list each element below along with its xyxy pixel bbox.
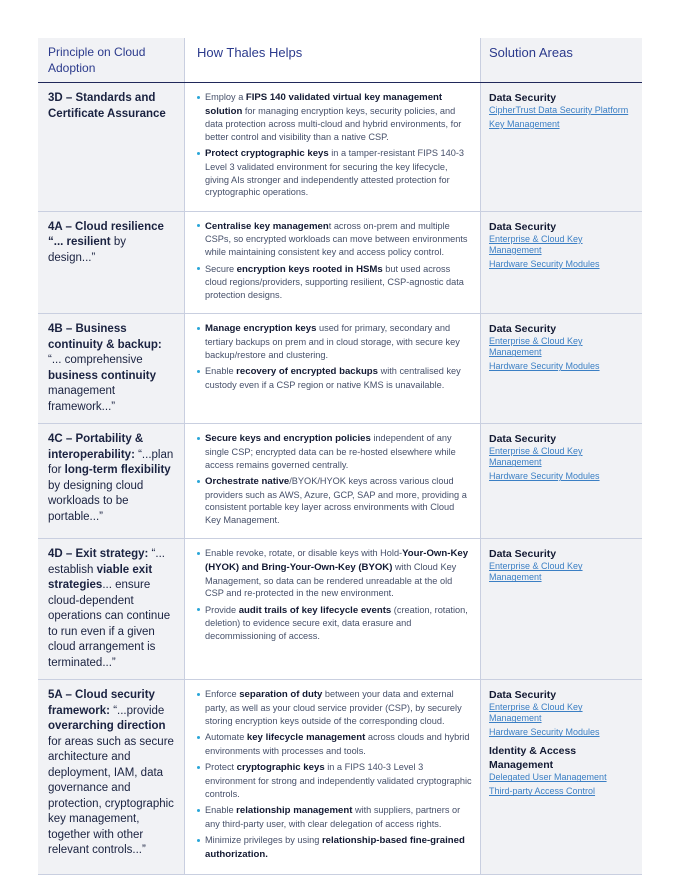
bullet-run: Your-Own-Key (HYOK) and Bring-Your-Own-Key (BYOK) xyxy=(205,548,469,574)
bullet-run: Enable revoke, rotate, or disable keys with Hold- xyxy=(205,548,403,559)
bullet-run: separation of duty xyxy=(239,689,323,701)
bullet-run: audit trails of key lifecycle events xyxy=(238,604,392,616)
bullet-run: encryption keys rooted in HSMs xyxy=(236,263,383,275)
principle-run: “... establish xyxy=(48,548,165,576)
principle-run: ... ensure cloud-dependent operations can continue to run even if a given cloud arrangement is terminated...” xyxy=(48,579,171,669)
solution-area-block xyxy=(489,744,636,797)
bullet-run: with centralised key custody even if a CSP region or native KMS is unavailable. xyxy=(205,366,461,390)
header-principle: Principle on Cloud Adoption xyxy=(38,38,184,82)
how-thales-helps-cell xyxy=(184,424,481,538)
list-item xyxy=(197,365,472,391)
solution-area-title: Data Security xyxy=(489,548,557,561)
bullet-run: relationship management xyxy=(236,805,353,817)
list-item xyxy=(197,834,472,861)
solution-area-block xyxy=(489,220,636,270)
principle-cell xyxy=(38,424,184,538)
solution-link[interactable]: Third-party Access Control xyxy=(489,786,596,797)
solution-areas-cell xyxy=(481,314,642,423)
principle-run: 4B – Business continuity & backup: xyxy=(48,323,162,351)
principle-run: business continuity xyxy=(48,369,156,382)
bullet-run: but used across cloud regions/providers, supporting resilient, CSP-agnostic data protection designs. xyxy=(205,263,464,300)
solution-area-title: Data Security xyxy=(489,689,557,702)
bullet-run: key lifecycle management xyxy=(246,732,366,744)
bullet-run: relationship-based fine-grained authorization. xyxy=(205,835,465,860)
bullet-run: Enable xyxy=(205,805,237,816)
principle-run: 4A – Cloud resilience “... resilient xyxy=(48,220,164,249)
principle-cell xyxy=(38,314,184,423)
bullet-run: Minimize privileges by using xyxy=(205,835,322,846)
principle-run: long-term flexibility xyxy=(64,464,171,477)
bullet-run: between your data and external party, as well as your cloud service provider (CSP), by securely storing encryption keys outside of the corresponding cloud. xyxy=(205,689,462,726)
bullet-list xyxy=(197,322,472,391)
table-row xyxy=(38,680,642,874)
table-row xyxy=(38,539,642,680)
solution-areas-cell xyxy=(481,83,642,211)
bullet-run: Enforce xyxy=(205,689,240,700)
principle-cell xyxy=(38,83,184,211)
bullet-run: FIPS 140 validated virtual key management solution xyxy=(205,92,443,117)
solution-area-title: Identity & Access Management xyxy=(489,745,577,772)
solution-area-title: Data Security xyxy=(489,433,557,446)
principle-run: 4C – Portability & interoperability: xyxy=(48,433,144,461)
bullet-run: used for primary, secondary and tertiary backups on prem and in cloud storage, with secure key backup/restore and clustering. xyxy=(205,323,460,360)
principle-run: 5A – Cloud security framework: xyxy=(48,689,155,717)
solution-link[interactable]: Hardware Security Modules xyxy=(489,258,600,269)
principle-run: 4D – Exit strategy: xyxy=(48,548,149,561)
bullet-run: with suppliers, partners or any third-party user, with clear delegation of access rights. xyxy=(205,805,461,829)
bullet-run: in a FIPS 140-3 Level 3 environment for strong and independently validated cryptographic controls. xyxy=(205,762,472,799)
list-item xyxy=(197,475,472,526)
table-header-row xyxy=(38,38,642,83)
solution-link[interactable]: Key Management xyxy=(489,119,560,129)
solution-areas-cell xyxy=(481,680,642,873)
bullet-run: t across on-prem and multiple CSPs, so encrypted workloads can move between environments while maintaining consistent key and access policy control. xyxy=(205,220,468,257)
principle-run: management framework...” xyxy=(48,385,116,413)
bullet-run: (creation, rotation, deletion) to evidence secure exit, data erasure and decommissioning of access. xyxy=(205,604,468,642)
solution-link[interactable]: Hardware Security Modules xyxy=(489,361,600,372)
bullet-run: for managing encryption keys, security policies, and data protection across multi-cloud and hybrid environments, for better control and visibility than a native CSP. xyxy=(205,105,462,142)
principle-run: for areas such as secure architecture and deployment, IAM, data governance and protection, cryptographic key management, together with other relevant controls...” xyxy=(48,735,174,857)
how-thales-helps-cell xyxy=(184,314,481,423)
bullet-run: Centralise key managemen xyxy=(205,220,329,232)
how-thales-helps-cell xyxy=(184,680,481,873)
bullet-list xyxy=(197,432,472,526)
principle-run: by design...” xyxy=(48,236,126,264)
bullet-run: Protect xyxy=(205,762,237,773)
solution-link[interactable]: Hardware Security Modules xyxy=(489,471,600,482)
bullet-list xyxy=(197,688,472,861)
solution-area-block xyxy=(489,547,636,583)
list-item xyxy=(197,220,472,259)
solution-link[interactable]: CipherTrust Data Security Platform xyxy=(489,105,629,115)
solution-areas-cell xyxy=(481,212,642,314)
solution-areas-cell xyxy=(481,539,642,679)
principle-cell xyxy=(38,212,184,314)
solution-area-title: Data Security xyxy=(489,92,557,104)
solution-link[interactable]: Enterprise & Cloud Key Management xyxy=(489,446,583,468)
principle-run: “...provide xyxy=(110,704,165,717)
list-item xyxy=(197,263,472,302)
principle-run: “... comprehensive xyxy=(48,354,143,367)
list-item xyxy=(197,761,472,800)
how-thales-helps-cell xyxy=(184,212,481,314)
list-item xyxy=(197,688,472,727)
solution-area-block xyxy=(489,688,636,738)
principle-cell xyxy=(38,680,184,873)
principle-run: viable exit strategies xyxy=(48,563,153,592)
bullet-list xyxy=(197,220,472,302)
bullet-run: in a tamper-resistant FIPS 140-3 Level 3 validated environment for securing the key lifecycle, giving AIs stronger and independently attested protection for cryptographic operations. xyxy=(205,148,465,198)
solution-link[interactable]: Enterprise & Cloud Key Management xyxy=(489,561,583,583)
solution-areas-cell xyxy=(481,424,642,538)
how-thales-helps-cell xyxy=(184,539,481,679)
bullet-run: recovery of encrypted backups xyxy=(236,366,379,378)
solution-link[interactable]: Enterprise & Cloud Key Management xyxy=(489,702,583,724)
list-item xyxy=(197,147,472,198)
solution-area-block xyxy=(489,91,636,130)
list-item xyxy=(197,804,472,830)
bullet-list xyxy=(197,91,472,199)
bullet-run: Provide xyxy=(205,604,239,615)
solution-area-block xyxy=(489,322,636,372)
principle-cell xyxy=(38,539,184,679)
list-item xyxy=(197,731,472,757)
solution-area-title: Data Security xyxy=(489,323,557,336)
bullet-run: Protect cryptographic keys xyxy=(205,148,329,160)
how-thales-helps-cell xyxy=(184,83,481,211)
bullet-run: Orchestrate native xyxy=(205,476,290,488)
bullet-run: Manage encryption keys xyxy=(205,323,317,335)
bullet-list xyxy=(197,547,472,642)
table-body xyxy=(38,83,642,875)
bullet-run: cryptographic keys xyxy=(236,762,325,774)
principle-run: “...plan for xyxy=(48,448,174,477)
list-item xyxy=(197,91,472,143)
solution-area-block xyxy=(489,432,636,482)
header-how-thales-helps: How Thales Helps xyxy=(184,38,481,82)
solution-link[interactable]: Enterprise & Cloud Key Management xyxy=(489,233,583,255)
list-item xyxy=(197,604,472,643)
bullet-run: independent of any single CSP; encrypted data can be re-hosted elsewhere while access remains governed centrally. xyxy=(205,433,456,470)
solution-link[interactable]: Enterprise & Cloud Key Management xyxy=(489,336,583,358)
table-row xyxy=(38,424,642,539)
table-row xyxy=(38,212,642,315)
bullet-run: with Cloud Key Management, so data can be rendered unreadable at the old CSP and re-protected in the new environment. xyxy=(205,562,457,599)
bullet-run: across clouds and hybrid environments with processes and tools. xyxy=(205,732,470,756)
principle-run: by designing cloud workloads to be portable...” xyxy=(48,479,144,523)
cloud-adoption-table xyxy=(38,38,642,875)
solution-link[interactable]: Hardware Security Modules xyxy=(489,727,600,738)
bullet-run: Secure xyxy=(205,263,237,274)
bullet-run: Automate xyxy=(205,732,247,743)
solution-link[interactable]: Delegated User Management xyxy=(489,772,607,783)
principle-run: overarching direction xyxy=(48,720,166,733)
table-row xyxy=(38,83,642,212)
list-item xyxy=(197,547,472,599)
list-item xyxy=(197,322,472,361)
bullet-run: Enable xyxy=(205,366,237,377)
header-solution-areas: Solution Areas xyxy=(481,38,642,82)
principle-run: 3D – Standards and Certificate Assurance xyxy=(48,92,166,120)
solution-area-title: Data Security xyxy=(489,220,557,233)
table-row xyxy=(38,314,642,424)
bullet-run: Employ a xyxy=(205,92,246,102)
list-item xyxy=(197,432,472,471)
bullet-run: Secure keys and encryption policies xyxy=(205,433,371,445)
bullet-run: /BYOK/HYOK keys across various cloud providers such as AWS, Azure, GCP, SAP and more, providing a consistent portable key layer across environments with Cloud Key Management. xyxy=(205,476,467,525)
